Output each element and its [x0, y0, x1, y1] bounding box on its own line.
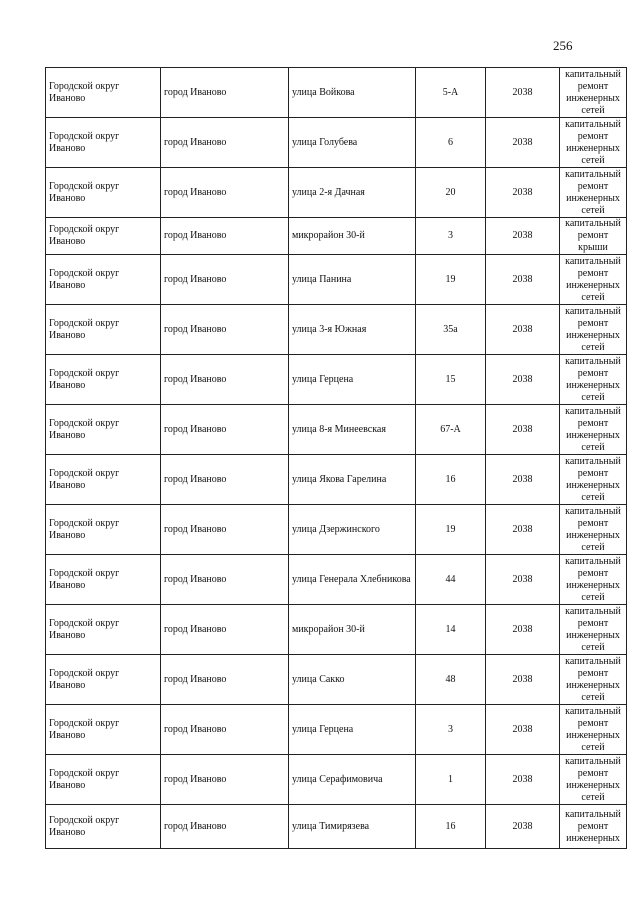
house-number-cell: 48: [416, 655, 486, 705]
year-cell: 2038: [486, 605, 560, 655]
table-row: [46, 405, 627, 455]
city-cell: город Иваново: [161, 68, 289, 118]
house-number-cell: 35а: [416, 305, 486, 355]
district-cell: Городской округ Иваново: [46, 168, 161, 218]
city-cell: город Иваново: [161, 355, 289, 405]
district-cell: Городской округ Иваново: [46, 355, 161, 405]
city-cell: город Иваново: [161, 605, 289, 655]
table-row: [46, 555, 627, 605]
year-cell: 2038: [486, 805, 560, 849]
table-row: [46, 455, 627, 505]
street-cell: улица 8-я Минеевская: [289, 405, 416, 455]
work-type-cell: капитальный ремонт инженерных сетей: [560, 305, 627, 355]
table-row: [46, 655, 627, 705]
city-cell: город Иваново: [161, 218, 289, 255]
house-number-cell: 19: [416, 255, 486, 305]
street-cell: улица Сакко: [289, 655, 416, 705]
work-type-cell: капитальный ремонт инженерных сетей: [560, 168, 627, 218]
housing-repair-table: [45, 67, 627, 849]
street-cell: микрорайон 30-й: [289, 218, 416, 255]
work-type-cell: капитальный ремонт инженерных: [560, 805, 627, 849]
district-cell: Городской округ Иваново: [46, 68, 161, 118]
district-cell: Городской округ Иваново: [46, 655, 161, 705]
district-cell: Городской округ Иваново: [46, 755, 161, 805]
street-cell: улица Якова Гарелина: [289, 455, 416, 505]
house-number-cell: 20: [416, 168, 486, 218]
district-cell: Городской округ Иваново: [46, 305, 161, 355]
work-type-cell: капитальный ремонт инженерных сетей: [560, 705, 627, 755]
street-cell: улица Войкова: [289, 68, 416, 118]
work-type-cell: капитальный ремонт инженерных сетей: [560, 655, 627, 705]
year-cell: 2038: [486, 305, 560, 355]
street-cell: улица Герцена: [289, 705, 416, 755]
street-cell: улица Серафимовича: [289, 755, 416, 805]
year-cell: 2038: [486, 705, 560, 755]
year-cell: 2038: [486, 355, 560, 405]
year-cell: 2038: [486, 118, 560, 168]
district-cell: Городской округ Иваново: [46, 405, 161, 455]
year-cell: 2038: [486, 218, 560, 255]
district-cell: Городской округ Иваново: [46, 255, 161, 305]
street-cell: улица 2-я Дачная: [289, 168, 416, 218]
city-cell: город Иваново: [161, 805, 289, 849]
street-cell: улица 3-я Южная: [289, 305, 416, 355]
table-row: [46, 305, 627, 355]
district-cell: Городской округ Иваново: [46, 805, 161, 849]
work-type-cell: капитальный ремонт инженерных сетей: [560, 355, 627, 405]
table-row: [46, 805, 627, 849]
house-number-cell: 16: [416, 805, 486, 849]
house-number-cell: 15: [416, 355, 486, 405]
street-cell: улица Панина: [289, 255, 416, 305]
year-cell: 2038: [486, 505, 560, 555]
year-cell: 2038: [486, 255, 560, 305]
year-cell: 2038: [486, 168, 560, 218]
work-type-cell: капитальный ремонт инженерных сетей: [560, 555, 627, 605]
city-cell: город Иваново: [161, 705, 289, 755]
work-type-cell: капитальный ремонт инженерных сетей: [560, 255, 627, 305]
city-cell: город Иваново: [161, 455, 289, 505]
year-cell: 2038: [486, 755, 560, 805]
table-row: [46, 168, 627, 218]
table-body: [46, 68, 627, 849]
work-type-cell: капитальный ремонт инженерных сетей: [560, 68, 627, 118]
house-number-cell: 14: [416, 605, 486, 655]
year-cell: 2038: [486, 68, 560, 118]
table-row: [46, 605, 627, 655]
table-row: [46, 505, 627, 555]
house-number-cell: 16: [416, 455, 486, 505]
house-number-cell: 6: [416, 118, 486, 168]
street-cell: улица Тимирязева: [289, 805, 416, 849]
year-cell: 2038: [486, 655, 560, 705]
city-cell: город Иваново: [161, 255, 289, 305]
house-number-cell: 3: [416, 705, 486, 755]
page-number: 256: [553, 38, 573, 53]
street-cell: улица Голубева: [289, 118, 416, 168]
work-type-cell: капитальный ремонт инженерных сетей: [560, 455, 627, 505]
street-cell: микрорайон 30-й: [289, 605, 416, 655]
house-number-cell: 67-А: [416, 405, 486, 455]
work-type-cell: капитальный ремонт инженерных сетей: [560, 605, 627, 655]
house-number-cell: 19: [416, 505, 486, 555]
district-cell: Городской округ Иваново: [46, 705, 161, 755]
table-row: [46, 355, 627, 405]
city-cell: город Иваново: [161, 555, 289, 605]
table-row: [46, 218, 627, 255]
work-type-cell: капитальный ремонт инженерных сетей: [560, 118, 627, 168]
year-cell: 2038: [486, 405, 560, 455]
district-cell: Городской округ Иваново: [46, 505, 161, 555]
city-cell: город Иваново: [161, 655, 289, 705]
street-cell: улица Дзержинского: [289, 505, 416, 555]
house-number-cell: 44: [416, 555, 486, 605]
table-row: [46, 755, 627, 805]
district-cell: Городской округ Иваново: [46, 605, 161, 655]
district-cell: Городской округ Иваново: [46, 455, 161, 505]
district-cell: Городской округ Иваново: [46, 118, 161, 168]
city-cell: город Иваново: [161, 505, 289, 555]
district-cell: Городской округ Иваново: [46, 218, 161, 255]
table-row: [46, 118, 627, 168]
house-number-cell: 3: [416, 218, 486, 255]
city-cell: город Иваново: [161, 305, 289, 355]
city-cell: город Иваново: [161, 755, 289, 805]
street-cell: улица Герцена: [289, 355, 416, 405]
street-cell: улица Генерала Хлебникова: [289, 555, 416, 605]
work-type-cell: капитальный ремонт крыши: [560, 218, 627, 255]
year-cell: 2038: [486, 455, 560, 505]
house-number-cell: 5-А: [416, 68, 486, 118]
work-type-cell: капитальный ремонт инженерных сетей: [560, 505, 627, 555]
district-cell: Городской округ Иваново: [46, 555, 161, 605]
work-type-cell: капитальный ремонт инженерных сетей: [560, 405, 627, 455]
table-row: [46, 255, 627, 305]
work-type-cell: капитальный ремонт инженерных сетей: [560, 755, 627, 805]
city-cell: город Иваново: [161, 118, 289, 168]
city-cell: город Иваново: [161, 168, 289, 218]
table-row: [46, 705, 627, 755]
city-cell: город Иваново: [161, 405, 289, 455]
table-row: [46, 68, 627, 118]
year-cell: 2038: [486, 555, 560, 605]
house-number-cell: 1: [416, 755, 486, 805]
